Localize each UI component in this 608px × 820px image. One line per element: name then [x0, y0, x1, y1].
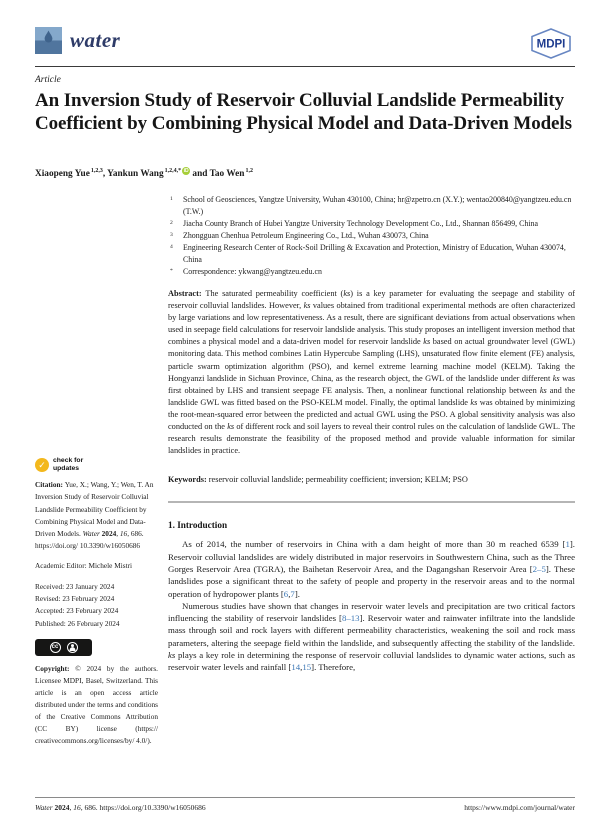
footer	[35, 803, 575, 812]
affiliation-text: School of Geosciences, Yangtze University, Wuhan 430100, China; hr@zpetro.cn (X.Y.); wentao200840@yangtzeu.edu.cn (T.W.)	[183, 195, 572, 216]
journal-header	[35, 25, 575, 63]
authors-line: Xiaopeng Yue$^{1,2,3}$, Yankun Wang$^{1,2,4,*}$ iD and Tao Wen$^{1,2}$	[35, 168, 253, 180]
author-affiliation-sup: 1,2,4,*	[164, 168, 182, 174]
citation-block: Citation: Yue, X.; Wang, Y.; Wen, T. An Inversion Study of Reservoir Colluvial Landslide Permeability Coefficient by Combining Physical Model and Data-Driven Models. Water 2024, 16, 686. https://doi.org/ 10.3390/w16050686	[35, 480, 154, 551]
intro-paragraph-1: As of 2014, the number of reservoirs in China with a dam height of more than 30 m reached 6539 [1]. Reservoir colluvial landslides are widely distributed in major reservoirs in Southwestern China, such as the Three Gorges Reservoir Area (TGRA), the Baihetan Reservoir Area, and the Dagangshan Reservoir Area [2–5]. These landslides pose a significant threat to the safety of people and property in the reservoir areas and to the normal operation of hydropower plants [6,7].	[168, 539, 575, 599]
by-person-icon: BY	[67, 642, 78, 653]
author-name: Xiaopeng Yue	[35, 169, 90, 180]
footer-journal-url[interactable]: https://www.mdpi.com/journal/water	[464, 803, 575, 812]
affiliation-text: Correspondence: ykwang@yangtzeu.edu.cn	[183, 267, 322, 276]
intro-paragraph-2: Numerous studies have shown that changes in reservoir water levels and precipitation are two critical factors influencing the stability of reservoir landslides [8–13]. Reservoir water and rainwater infiltrate into the landslide mass through soil and rock layers with different permeability characteristics, weakening the soil and rock mass parameters, altering the seepage field within the landslide, and subsequently affecting the stability of the landslide. ks plays a key role in determining the response of reservoir colluvial landslides to dynamic water actions, such as reservoir water levels and rainfall [14,15]. Therefore,	[168, 600, 575, 673]
cc-by-license-badge[interactable]	[35, 639, 92, 660]
affiliation-marker: *	[170, 268, 173, 274]
affiliation-text: Zhongguan Chenhua Petroleum Engineering Co., Ltd., Wuhan 430073, China	[183, 231, 429, 240]
affiliation-text: Engineering Research Center of Rock-Soil Drilling & Excavation and Protection, Ministry of Education, Wuhan 430074, China	[183, 243, 566, 264]
check-updates-label: check for updates	[53, 457, 84, 472]
affiliation-item	[168, 230, 575, 242]
check-for-updates-badge[interactable]	[35, 457, 158, 472]
mdpi-logo-icon	[527, 27, 575, 60]
accepted-date: Accepted: 23 February 2024	[35, 606, 119, 616]
water-logo-icon	[35, 27, 62, 54]
affiliation-item	[168, 194, 575, 218]
water-journal-logo[interactable]	[35, 27, 120, 54]
article-type-label: Article	[35, 75, 61, 85]
sidebar	[35, 457, 158, 747]
mdpi-logo[interactable]	[527, 27, 575, 65]
history-dates	[35, 581, 158, 631]
author-affiliation-sup: 1,2	[245, 168, 253, 174]
orcid-icon[interactable]: iD	[183, 168, 189, 174]
affiliation-marker: 2	[170, 220, 173, 226]
header-rule	[35, 66, 575, 67]
checkmark-icon: ✓	[35, 458, 49, 472]
svg-text:MDPI: MDPI	[536, 38, 566, 51]
section-divider	[168, 501, 575, 503]
received-date: Received: 23 January 2024	[35, 581, 115, 591]
footer-rule	[35, 797, 575, 798]
footer-citation: Water 2024, 16, 686. https://doi.org/10.3390/w16050686	[35, 803, 206, 812]
journal-wordmark: water	[70, 28, 121, 52]
affiliation-item	[168, 218, 575, 230]
published-date: Published: 26 February 2024	[35, 618, 120, 628]
cc-icon: cc	[50, 642, 61, 653]
main-column	[168, 194, 575, 674]
author-affiliation-sup: 1,2,3	[90, 168, 103, 174]
affiliation-marker: 1	[170, 196, 173, 202]
affiliation-item	[168, 242, 575, 266]
keywords-line: Keywords: reservoir colluvial landslide; permeability coefficient; inversion; KELM; PSO	[168, 475, 468, 485]
affiliation-text: Jiacha County Branch of Hubei Yangtze University Technology Development Co., Ltd., Shannan 856499, China	[183, 219, 538, 228]
affiliation-marker: 3	[170, 232, 173, 238]
intro-heading: 1. Introduction	[168, 520, 228, 531]
academic-editor-line: Academic Editor: Michele Mistri	[35, 561, 133, 571]
abstract-paragraph: Abstract: The saturated permeability coefficient (ks) is a key parameter for evaluating the seepage and stability of reservoir colluvial landslides. However, ks values obtained from traditional experimental methods are often characterized by large variations and low representativeness. As a result, there are significant deviations from actual observations when used in seepage field calculations for reservoir landslide analysis. This study proposes an intelligent inversion method that combines a physical model and a data-driven model for reservoir landslide ks based on actual groundwater level (GWL) monitoring data. This method combines Latin Hypercube Sampling (LHS), unsaturated flow finite element (FE) analysis, particle swarm optimization algorithm (PSO), and kernel extreme learning machine model (KELM). Taking the Hongyanzi landslide in Sichuan Province, China, as the research object, the GWL of the landslide under different ks was first obtained by LHS and transient seepage FE analysis. Then, a nonlinear functional relationship between ks and the landslide GWL was fitted based on the PSO-KELM model. Finally, the optimal landslide ks was obtained by minimizing the root-mean-squared error between the predicted and actual GWL using the PSO. A global sensitivity analysis was also conducted on the ks of different rock and soil layers to reveal their control rules on the calculation of landslide GWL. The research results demonstrate the feasibility of the proposed method and provide valuable information for similar landslides in practice.	[168, 289, 576, 456]
page-title: An Inversion Study of Reservoir Colluvial Landslide Permeability Coefficient by Combining Physical Model and Data-Driven Models	[35, 90, 572, 134]
copyright-block: Copyright: © 2024 by the authors. Licensee MDPI, Basel, Switzerland. This article is an open access article distributed under the terms and conditions of the Creative Commons Attribution (CC BY) license (https:// creativecommons.org/licenses/by/ 4.0/).	[35, 664, 159, 746]
author-name: Yankun Wang	[107, 169, 164, 180]
affiliation-marker: 4	[170, 244, 173, 250]
affiliations-list	[168, 194, 575, 278]
revised-date: Revised: 23 February 2024	[35, 594, 115, 604]
affiliation-item	[168, 266, 575, 278]
author-name: and Tao Wen	[190, 169, 245, 180]
